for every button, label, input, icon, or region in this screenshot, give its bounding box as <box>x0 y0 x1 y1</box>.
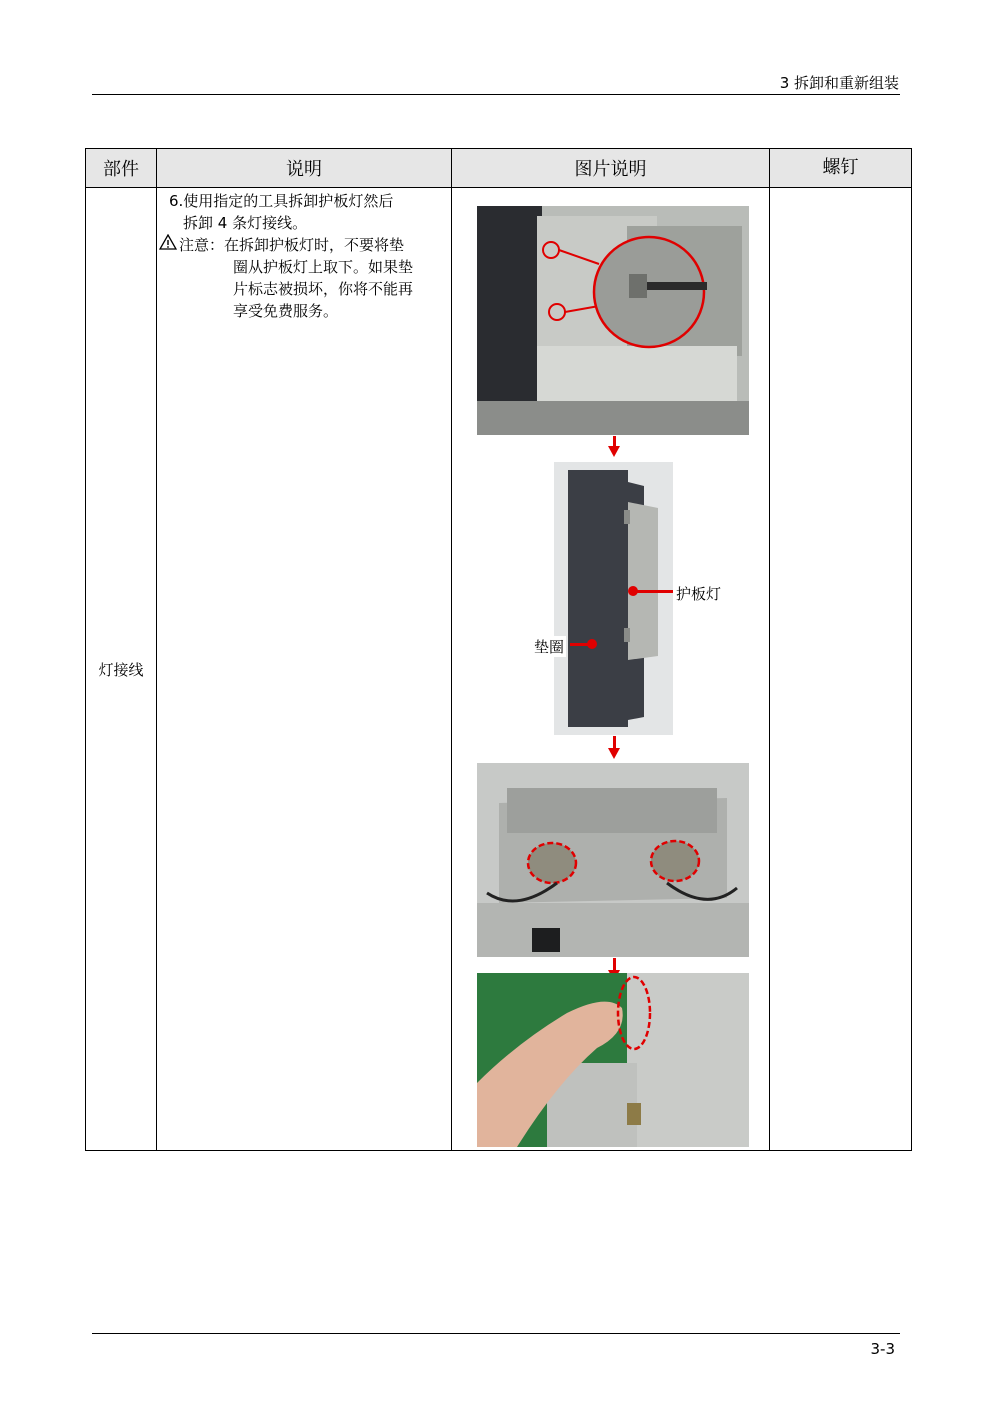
header-pictures: 图片说明 <box>452 149 770 188</box>
pictures-cell <box>452 188 770 1151</box>
photo-shield-overview <box>477 206 749 435</box>
screws-cell <box>770 188 912 1151</box>
warning-icon <box>159 234 177 256</box>
header-part: 部件 <box>86 149 157 188</box>
footer-rule <box>92 1333 900 1334</box>
photo-unplug-lamp-wire <box>477 973 749 1147</box>
photo-lamp-connectors <box>477 763 749 957</box>
page-number: 3-3 <box>870 1340 895 1358</box>
callout-shield-dot <box>628 586 638 596</box>
table-row <box>86 188 912 1151</box>
note-label: 注意： <box>179 236 225 254</box>
callout-shield-pointer <box>633 590 673 593</box>
callout-shield: 护板灯 <box>676 585 722 603</box>
arrow-down-2-head <box>608 748 620 759</box>
arrow-down-1-head <box>608 446 620 457</box>
part-name: 灯接线 <box>86 188 157 1151</box>
step-line-2: 拆卸 4 条灯接线。 <box>183 214 308 232</box>
note-line-3: 片标志被损坏，你将不能再 <box>233 280 414 298</box>
disassembly-table <box>85 148 912 1151</box>
header-screws: 螺钉 <box>770 149 912 188</box>
header-description: 说明 <box>157 149 452 188</box>
step-line-1: 6.使用指定的工具拆卸护板灯然后 <box>169 192 394 210</box>
note <box>157 234 451 256</box>
header-rule <box>92 94 900 95</box>
callout-gasket-dot <box>587 639 597 649</box>
callout-gasket: 垫圈 <box>534 638 565 656</box>
note-line-1: 在拆卸护板灯时，不要将垫 <box>224 236 405 254</box>
table-header-row <box>86 149 912 188</box>
section-title: 3 拆卸和重新组装 <box>779 74 899 92</box>
note-line-2: 圈从护板灯上取下。如果垫 <box>233 258 414 276</box>
description-cell <box>157 188 452 1151</box>
note-line-4: 享受免费服务。 <box>233 302 339 320</box>
photo-gasket-shield <box>554 462 673 735</box>
